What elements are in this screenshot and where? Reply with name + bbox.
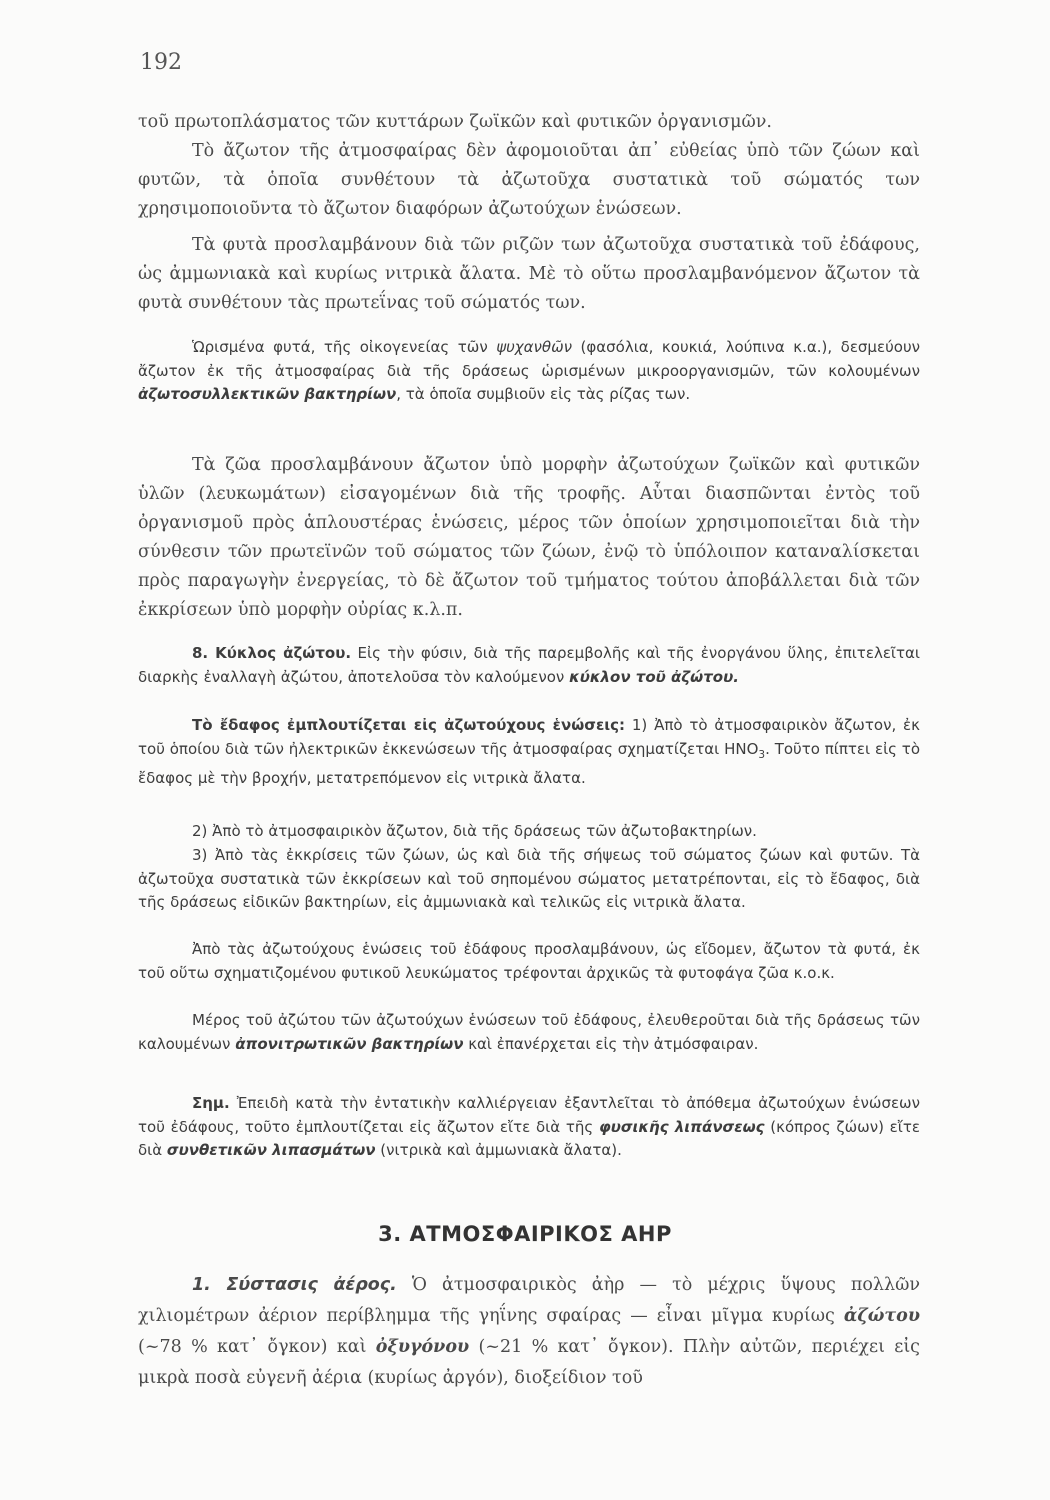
term-denitrifying-bacteria: ἀπονιτρωτικῶν βακτηρίων <box>235 1034 464 1053</box>
term-nitrogen-cycle: κύκλον τοῦ ἀζώτου. <box>569 667 739 686</box>
paragraph-note: Σημ. Ἐπειδὴ κατὰ τὴν ἐντατικὴν καλλιέργειαν ἐξαντλεῖται τὸ ἀπόθεμα ἀζωτούχων ἑνώσεων τοῦ ἐδάφους, τοῦτο ἐμπλουτίζεται εἰς ἄζωτον εἴτε διὰ τῆς φυσικῆς λιπάνσεως (κόπρος ζώων) εἴτε διὰ συνθετικῶν λιπασμάτων (νιτρικὰ καὶ ἀμμωνιακὰ ἄλατα). <box>138 1094 920 1160</box>
paragraph-nitrogen-cycle: 8. Κύκλος ἀζώτου. Εἰς τὴν φύσιν, διὰ τῆς παρεμβολῆς καὶ τῆς ἐνοργάνου ὕλης, ἐπιτελεῖται διαρκὴς ἐναλλαγὴ ἀζώτου, ἀποτελοῦσα τὸν καλούμενον κύκλον τοῦ ἀζώτου. <box>138 644 920 686</box>
paragraph-continuation: τοῦ πρωτοπλάσματος τῶν κυττάρων ζωϊκῶν καὶ φυτικῶν ὀργανισμῶν. <box>138 112 772 132</box>
section-heading: 3. ΑΤΜΟΣΦΑΙΡΙΚΟΣ ΑΗΡ <box>378 1222 672 1246</box>
term-legumes: ψυχανθῶν <box>496 338 573 356</box>
term-nitrogen: ἀζώτου <box>843 1306 920 1326</box>
section-8-title: 8. Κύκλος ἀζώτου. <box>192 644 352 662</box>
paragraph-food-chain: Ἀπὸ τὰς ἀζωτούχους ἑνώσεις τοῦ ἐδάφους προσλαμβάνουν, ὡς εἴδομεν, ἄζωτον τὰ φυτά, ἐκ τοῦ οὕτω σχηματιζομένου φυτικοῦ λευκώματος τρέφονται ἀρχικῶς τὰ φυτοφάγα ζῶα κ.ο.κ. <box>138 940 920 982</box>
paragraph-legumes: Ὡρισμένα φυτά, τῆς οἰκογενείας τῶν ψυχανθῶν (φασόλια, κουκιά, λούπινα κ.α.), δεσμεύουν ἄζωτον ἐκ τῆς ἀτμοσφαίρας διὰ τῆς δράσεως ὡρισμένων μικροοργανισμῶν, τῶν κολουμένων ἀζωτοσυλλεκτικῶν βακτηρίων, τὰ ὁποῖα συμβιοῦν εἰς τὰς ρίζας των. <box>138 338 921 404</box>
note-label: Σημ. <box>192 1094 230 1112</box>
paragraph-plants-nitrogen: Τὰ φυτὰ προσλαμβάνουν διὰ τῶν ριζῶν των ἀζωτοῦχα συστατικὰ τοῦ ἐδάφους, ὡς ἀμμωνιακὰ καὶ κυρίως νιτρικὰ ἄλατα. Μὲ τὸ οὕτω προσλαμβανόμενον ἄζωτον τὰ φυτὰ συνθέτουν τὰς πρωτεΐνας τοῦ σώματός των. <box>138 235 920 313</box>
paragraph-point-3: 3) Ἀπὸ τὰς ἐκκρίσεις τῶν ζώων, ὡς καὶ διὰ τῆς σήψεως τοῦ σώματος ζώων καὶ φυτῶν. Τὰ ἀζωτοῦχα συστατικὰ τῶν ἐκκρίσεων καὶ τοῦ σηπομένου σώματος μετατρέπονται, εἰς τὸ ἔδαφος, διὰ τῆς δράσεως εἰδικῶν βακτηρίων, εἰς ἀμμωνιακὰ καὶ τελικῶς εἰς νιτρικὰ ἄλατα. <box>138 846 920 912</box>
paragraph-atmospheric-nitrogen: Τὸ ἄζωτον τῆς ἀτμοσφαίρας δὲν ἀφομοιοῦται ἀπ᾽ εὐθείας ὑπὸ τῶν ζώων καὶ φυτῶν, τὰ ὁποῖα συνθέτουν τὰ ἀζωτοῦχα συστατικὰ τοῦ σώματός των χρησιμοποιοῦντα τὸ ἄζωτον διαφόρων ἀζωτούχων ἑνώσεων. <box>138 141 920 219</box>
page-number: 192 <box>140 50 182 75</box>
air-composition-title: 1. Σύστασις ἀέρος. <box>192 1275 397 1295</box>
term-natural-fertilization: φυσικῆς λιπάνσεως <box>599 1117 765 1136</box>
paragraph-point-2: 2) Ἀπὸ τὸ ἀτμοσφαιρικὸν ἄζωτον, διὰ τῆς δράσεως τῶν ἀζωτοβακτηρίων. <box>192 822 757 840</box>
paragraph-soil-enrichment: Τὸ ἔδαφος ἐμπλουτίζεται εἰς ἀζωτούχους ἑνώσεις: 1) Ἀπὸ τὸ ἀτμοσφαιρικὸν ἄζωτον, ἐκ τοῦ ὁποίου διὰ τῶν ἠλεκτρικῶν ἐκκενώσεων τῆς ἀτμοσφαίρας σχηματίζεται $HNO_3$. Τοῦτο πίπτει εἰς τὸ ἔδαφος μὲ τὴν βροχήν, μετατρεπόμενον εἰς νιτρικὰ ἄλατα. <box>138 716 920 788</box>
term-nitrogen-fixing-bacteria: ἀζωτοσυλλεκτικῶν βακτηρίων <box>138 385 397 404</box>
soil-enrichment-title: Τὸ ἔδαφος ἐμπλουτίζεται εἰς ἀζωτούχους ἑνώσεις: <box>192 716 626 734</box>
paragraph-denitrification: Μέρος τοῦ ἀζώτου τῶν ἀζωτούχων ἑνώσεων τοῦ ἐδάφους, ἐλευθεροῦται διὰ τῆς δράσεως τῶν καλουμένων ἀπονιτρωτικῶν βακτηρίων καὶ ἐπανέρχεται εἰς τὴν ἀτμόσφαιραν. <box>138 1011 920 1053</box>
term-synthetic-fertilizers: συνθετικῶν λιπασμάτων <box>166 1141 376 1160</box>
paragraph-air-composition: 1. Σύστασις ἀέρος. Ὁ ἀτμοσφαιρικὸς ἀὴρ — τὸ μέχρις ὕψους πολλῶν χιλιομέτρων ἀέριον περίβλημμα τῆς γηΐνης σφαίρας — εἶναι μῖγμα κυρίως ἀζώτου (~78 % κατ᾽ ὄγκον) καὶ ὀξυγόνου (~21 % κατ᾽ ὄγκον). Πλὴν αὐτῶν, περιέχει εἰς μικρὰ ποσὰ εὐγενῆ ἀέρια (κυρίως ἀργόν), διοξείδιον τοῦ <box>138 1275 920 1388</box>
paragraph-animals-nitrogen: Τὰ ζῶα προσλαμβάνουν ἄζωτον ὑπὸ μορφὴν ἀζωτούχων ζωϊκῶν καὶ φυτικῶν ὑλῶν (λευκωμάτων) εἰσαγομένων διὰ τῆς τροφῆς. Αὗται διασπῶνται ἐντὸς τοῦ ὀργανισμοῦ πρὸς ἁπλουστέρας ἑνώσεις, μέρος τῶν ὁποίων χρησιμοποιεῖται διὰ τὴν σύνθεσιν τῶν πρωτεϊνῶν τοῦ σώματος τῶν ζώων, ἐνῷ τὸ ὑπόλοιπον καταναλίσκεται πρὸς παραγωγὴν ἐνεργείας, τὸ δὲ ἄζωτον τοῦ τμήματος τούτου ἀποβάλλεται διὰ τῶν ἐκκρίσεων ὑπὸ μορφὴν οὐρίας κ.λ.π. <box>138 455 920 620</box>
term-oxygen: ὀξυγόνου <box>375 1337 470 1357</box>
